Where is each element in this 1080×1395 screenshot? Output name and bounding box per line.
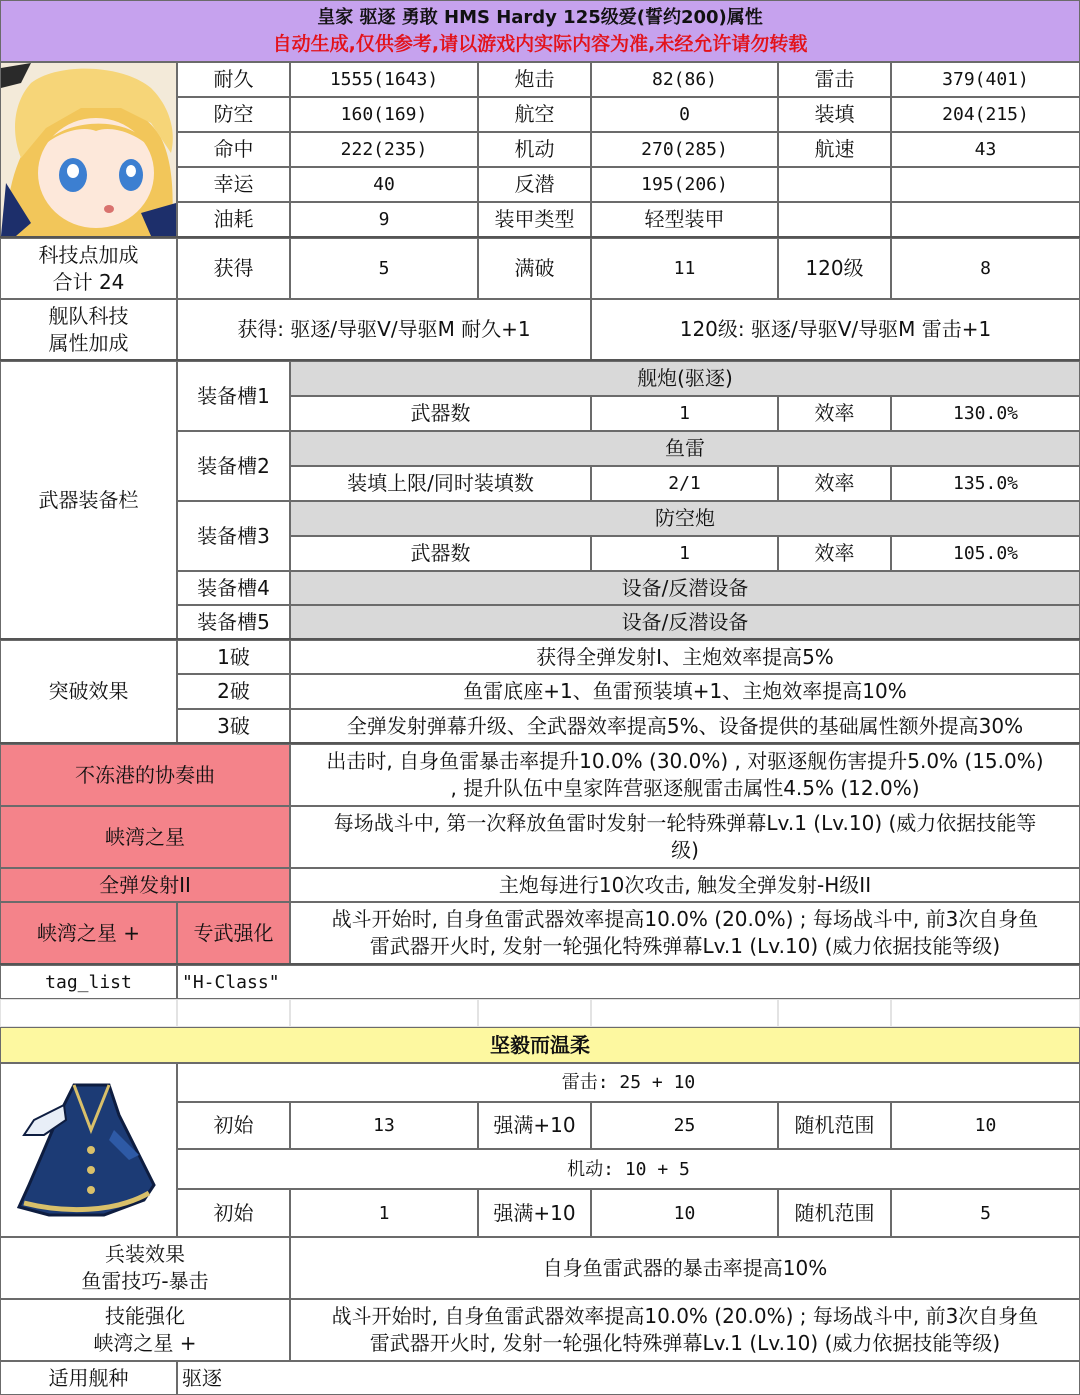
tech-lv120-label: 120级 xyxy=(778,238,891,299)
fleet-tech-title-line2: 属性加成 xyxy=(48,330,129,355)
upgrade-skill-description xyxy=(290,902,1080,964)
equip-stat2-header: 机动: 10 + 5 xyxy=(177,1149,1080,1189)
stat-value-torpedo: 379(401) xyxy=(891,62,1080,97)
empty-cell xyxy=(891,167,1080,202)
slot1-label: 装备槽1 xyxy=(177,361,290,431)
spacer-cell xyxy=(591,999,778,1027)
slot1-stat-value: 1 xyxy=(591,396,778,431)
spacer-cell xyxy=(290,999,478,1027)
unique-equipment-title: 坚毅而温柔 xyxy=(0,1027,1080,1063)
ship-type-value: 驱逐 xyxy=(177,1361,1080,1395)
equip-skill-label xyxy=(0,1299,290,1361)
equip-skill-label-line2: 峡湾之星 + xyxy=(93,1331,197,1355)
sheet-disclaimer: 自动生成,仅供参考,请以游戏内实际内容为准,未经允许请勿转载 xyxy=(272,33,808,55)
slot3-type: 防空炮 xyxy=(290,501,1080,536)
breakthrough-label: 1破 xyxy=(177,640,290,674)
skill-description xyxy=(290,744,1080,806)
stat-label-asw: 反潜 xyxy=(478,167,591,202)
stat-label-aviation: 航空 xyxy=(478,97,591,132)
upgrade-skill-name: 峡湾之星 + xyxy=(0,902,177,964)
stat-value-armor: 轻型装甲 xyxy=(591,202,778,237)
slot1-type: 舰炮(驱逐) xyxy=(290,361,1080,396)
skill-desc-line: 级) xyxy=(671,838,699,862)
equip-stat2-max-label: 强满+10 xyxy=(478,1189,591,1237)
tech-obtain-label: 获得 xyxy=(177,238,290,299)
empty-cell xyxy=(891,202,1080,237)
portrait-image xyxy=(1,63,176,236)
equip-stat1-rand-label: 随机范围 xyxy=(778,1102,891,1149)
slot3-eff-label: 效率 xyxy=(778,536,891,571)
stat-label-oil: 油耗 xyxy=(177,202,290,237)
skill-desc-line: , 提升队伍中皇家阵营驱逐舰雷击属性4.5% (12.0%) xyxy=(450,776,920,800)
spacer-cell xyxy=(891,999,1080,1027)
tech-title-line2: 合计 24 xyxy=(52,269,125,294)
stat-label-accuracy: 命中 xyxy=(177,132,290,167)
tech-points-title xyxy=(0,238,177,299)
stat-value-speed: 43 xyxy=(891,132,1080,167)
equip-effect-label xyxy=(0,1237,290,1299)
equip-stat1-rand: 10 xyxy=(891,1102,1080,1149)
skill-desc-line: 战斗开始时, 自身鱼雷武器效率提高10.0% (20.0%) ; 每场战斗中, 前3次自身鱼 xyxy=(331,907,1039,931)
tag-list-value: "H-Class" xyxy=(177,965,1080,999)
equip-stat2-init-label: 初始 xyxy=(177,1189,290,1237)
stat-label-aa: 防空 xyxy=(177,97,290,132)
equip-stat2-rand-label: 随机范围 xyxy=(778,1189,891,1237)
slot1-eff-label: 效率 xyxy=(778,396,891,431)
breakthrough-text: 获得全弹发射I、主炮效率提高5% xyxy=(290,640,1080,674)
stat-label-evasion: 机动 xyxy=(478,132,591,167)
skill-name: 峡湾之星 xyxy=(0,806,290,868)
equip-stat2-max: 10 xyxy=(591,1189,778,1237)
tech-obtain-value: 5 xyxy=(290,238,478,299)
equipment-image xyxy=(0,1063,177,1237)
spacer-cell xyxy=(177,999,290,1027)
stat-label-torpedo: 雷击 xyxy=(778,62,891,97)
equip-stat2-init: 1 xyxy=(290,1189,478,1237)
stat-value-durability: 1555(1643) xyxy=(290,62,478,97)
breakthrough-label: 2破 xyxy=(177,674,290,709)
slot3-stat-value: 1 xyxy=(591,536,778,571)
breakthrough-text: 鱼雷底座+1、鱼雷预装填+1、主炮效率提高10% xyxy=(290,674,1080,709)
tech-lv120-value: 8 xyxy=(891,238,1080,299)
equip-skill-text xyxy=(290,1299,1080,1361)
skill-desc-line: 战斗开始时, 自身鱼雷武器效率提高10.0% (20.0%) ; 每场战斗中, 前3次自身鱼 xyxy=(331,1304,1039,1328)
empty-cell xyxy=(778,167,891,202)
stat-label-armor: 装甲类型 xyxy=(478,202,591,237)
spacer-cell xyxy=(778,999,891,1027)
skill-desc-line: 每场战斗中, 第一次释放鱼雷时发射一轮特殊弹幕Lv.1 (Lv.10) (威力依据技能等 xyxy=(333,811,1037,835)
stat-value-evasion: 270(285) xyxy=(591,132,778,167)
slot2-label: 装备槽2 xyxy=(177,431,290,501)
skill-desc-line: 雷武器开火时, 发射一轮强化特殊弹幕Lv.1 (Lv.10) (威力依据技能等级) xyxy=(369,934,1001,958)
skill-description: 主炮每进行10次攻击, 触发全弹发射-H级II xyxy=(290,868,1080,902)
skill-desc-line: 雷武器开火时, 发射一轮强化特殊弹幕Lv.1 (Lv.10) (威力依据技能等级) xyxy=(369,1331,1001,1355)
slot1-eff-value: 130.0% xyxy=(891,396,1080,431)
empty-cell xyxy=(778,202,891,237)
equip-effect-label-line2: 鱼雷技巧-暴击 xyxy=(81,1269,209,1293)
stat-label-durability: 耐久 xyxy=(177,62,290,97)
slot1-stat-label: 武器数 xyxy=(290,396,591,431)
sheet-title: 皇家 驱逐 勇敢 HMS Hardy 125级爱(誓约200)属性 xyxy=(317,7,763,28)
skill-desc-line: 出击时, 自身鱼雷暴击率提升10.0% (30.0%) , 对驱逐舰伤害提升5.0% (15.0%) xyxy=(326,749,1044,773)
stat-value-aviation: 0 xyxy=(591,97,778,132)
skill-name: 全弹发射II xyxy=(0,868,290,902)
slot5-type: 设备/反潜设备 xyxy=(290,605,1080,639)
tech-limit-break-label: 满破 xyxy=(478,238,591,299)
stat-label-firepower: 炮击 xyxy=(478,62,591,97)
stat-value-luck: 40 xyxy=(290,167,478,202)
breakthrough-label: 3破 xyxy=(177,709,290,743)
tag-list-label: tag_list xyxy=(0,965,177,999)
stat-label-speed: 航速 xyxy=(778,132,891,167)
ship-type-label: 适用舰种 xyxy=(0,1361,177,1395)
fleet-tech-title xyxy=(0,299,177,360)
slot2-stat-value: 2/1 xyxy=(591,466,778,501)
slot2-type: 鱼雷 xyxy=(290,431,1080,466)
stat-value-aa: 160(169) xyxy=(290,97,478,132)
spacer-cell xyxy=(0,999,177,1027)
upgrade-skill-tag: 专武强化 xyxy=(177,902,290,964)
stat-value-asw: 195(206) xyxy=(591,167,778,202)
slot2-eff-label: 效率 xyxy=(778,466,891,501)
slot2-stat-label: 装填上限/同时装填数 xyxy=(290,466,591,501)
sheet-header xyxy=(0,0,1080,62)
equip-stat1-max-label: 强满+10 xyxy=(478,1102,591,1149)
stat-value-reload: 204(215) xyxy=(891,97,1080,132)
skill-description xyxy=(290,806,1080,868)
slot3-stat-label: 武器数 xyxy=(290,536,591,571)
skill-name: 不冻港的协奏曲 xyxy=(0,744,290,806)
breakthrough-title: 突破效果 xyxy=(0,640,177,743)
tech-title-line1: 科技点加成 xyxy=(38,242,139,267)
stat-label-reload: 装填 xyxy=(778,97,891,132)
equip-effect-text: 自身鱼雷武器的暴击率提高10% xyxy=(290,1237,1080,1299)
slot5-label: 装备槽5 xyxy=(177,605,290,639)
equipment-icon xyxy=(4,1075,174,1225)
tech-limit-break-value: 11 xyxy=(591,238,778,299)
slot4-type: 设备/反潜设备 xyxy=(290,571,1080,605)
fleet-tech-obtain: 获得: 驱逐/导驱V/导驱M 耐久+1 xyxy=(177,299,591,360)
slot2-eff-value: 135.0% xyxy=(891,466,1080,501)
ship-portrait xyxy=(0,62,177,237)
equip-effect-label-line1: 兵装效果 xyxy=(105,1242,185,1266)
breakthrough-text: 全弹发射弹幕升级、全武器效率提高5%、设备提供的基础属性额外提高30% xyxy=(290,709,1080,743)
stat-value-oil: 9 xyxy=(290,202,478,237)
equip-stat2-rand: 5 xyxy=(891,1189,1080,1237)
slot4-label: 装备槽4 xyxy=(177,571,290,605)
fleet-tech-title-line1: 舰队科技 xyxy=(48,303,129,328)
equip-stat1-init-label: 初始 xyxy=(177,1102,290,1149)
equip-skill-label-line1: 技能强化 xyxy=(105,1304,185,1328)
stat-value-accuracy: 222(235) xyxy=(290,132,478,167)
slot3-label: 装备槽3 xyxy=(177,501,290,571)
equipment-title: 武器装备栏 xyxy=(0,361,177,639)
equip-stat1-header: 雷击: 25 + 10 xyxy=(177,1063,1080,1102)
spacer-cell xyxy=(478,999,591,1027)
stat-value-firepower: 82(86) xyxy=(591,62,778,97)
stat-label-luck: 幸运 xyxy=(177,167,290,202)
slot3-eff-value: 105.0% xyxy=(891,536,1080,571)
fleet-tech-lv120: 120级: 驱逐/导驱V/导驱M 雷击+1 xyxy=(591,299,1080,360)
equip-stat1-max: 25 xyxy=(591,1102,778,1149)
equip-stat1-init: 13 xyxy=(290,1102,478,1149)
